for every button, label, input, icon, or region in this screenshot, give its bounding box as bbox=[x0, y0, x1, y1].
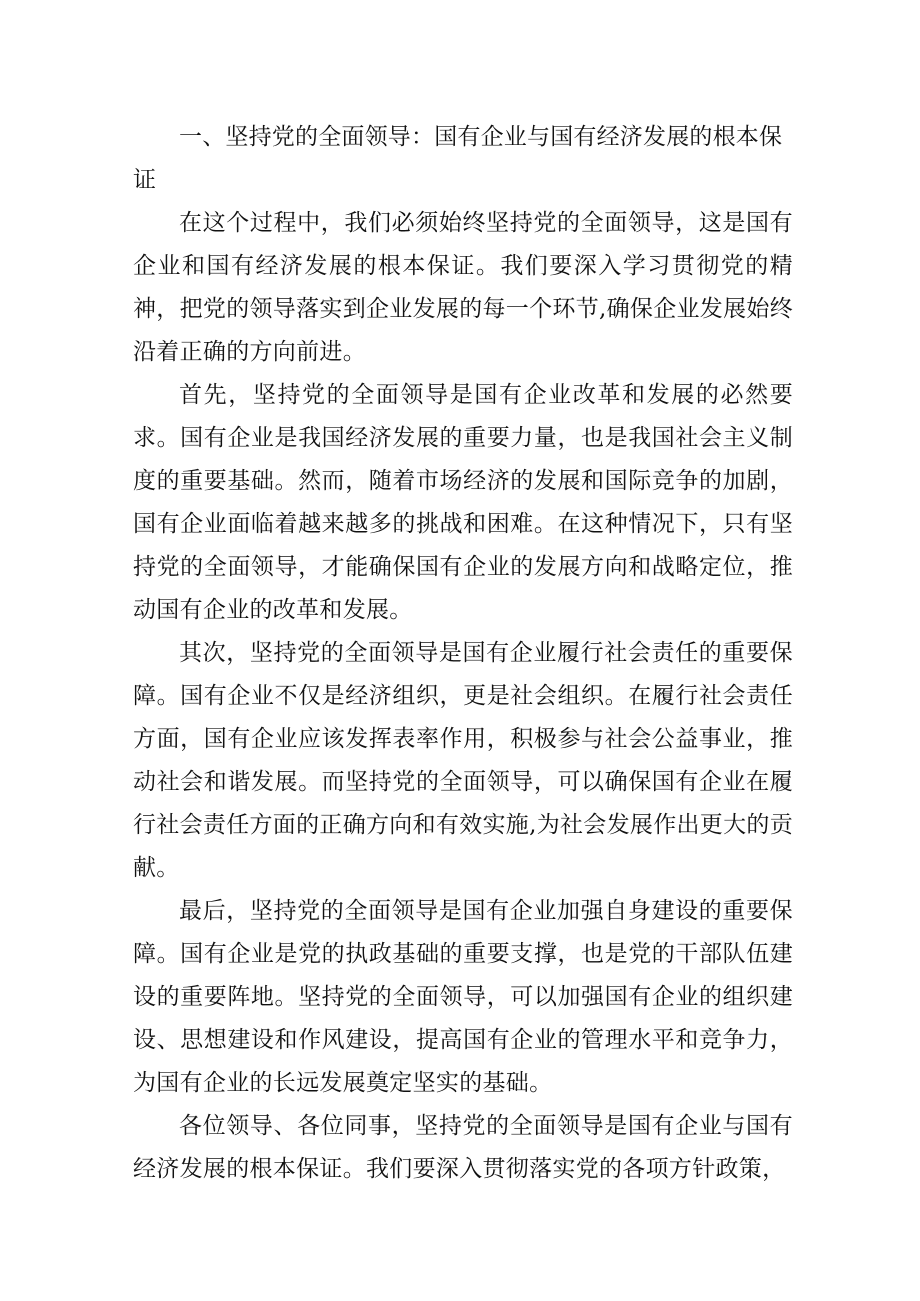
paragraph: 最后，坚持党的全面领导是国有企业加强自身建设的重要保障。国有企业是党的执政基础的重要支撑，也是党的干部队伍建设的重要阵地。坚持党的全面领导，可以加强国有企业的组织建设、思想建设和作风建设，提高国有企业的管理水平和竞争力，为国有企业的长远发展奠定坚实的基础。 bbox=[133, 898, 793, 1096]
document-body bbox=[133, 116, 793, 1191]
paragraph: 各位领导、各位同事，坚持党的全面领导是国有企业与国有经济发展的根本保证。我们要深入贯彻落实党的各项方针政策， bbox=[133, 1113, 793, 1182]
section-heading: 一、坚持党的全面领导：国有企业与国有经济发展的根本保证 bbox=[133, 124, 783, 193]
paragraph: 其次，坚持党的全面领导是国有企业履行社会责任的重要保障。国有企业不仅是经济组织，更是社会组织。在履行社会责任方面，国有企业应该发挥表率作用，积极参与社会公益事业，推动社会和谐发展。而坚持党的全面领导，可以确保国有企业在履行社会责任方面的正确方向和有效实施,为社会发展作出更大的贡献。 bbox=[133, 640, 794, 881]
paragraph: 首先，坚持党的全面领导是国有企业改革和发展的必然要求。国有企业是我国经济发展的重要力量，也是我国社会主义制度的重要基础。然而，随着市场经济的发展和国际竞争的加剧，国有企业面临着越来越多的挑战和困难。在这种情况下，只有坚持党的全面领导，才能确保国有企业的发展方向和战略定位，推动国有企业的改革和发展。 bbox=[133, 382, 793, 623]
paragraph: 在这个过程中，我们必须始终坚持党的全面领导，这是国有企业和国有经济发展的根本保证。我们要深入学习贯彻党的精神，把党的领导落实到企业发展的每一个环节,确保企业发展始终沿着正确的方向前进。 bbox=[133, 210, 794, 365]
